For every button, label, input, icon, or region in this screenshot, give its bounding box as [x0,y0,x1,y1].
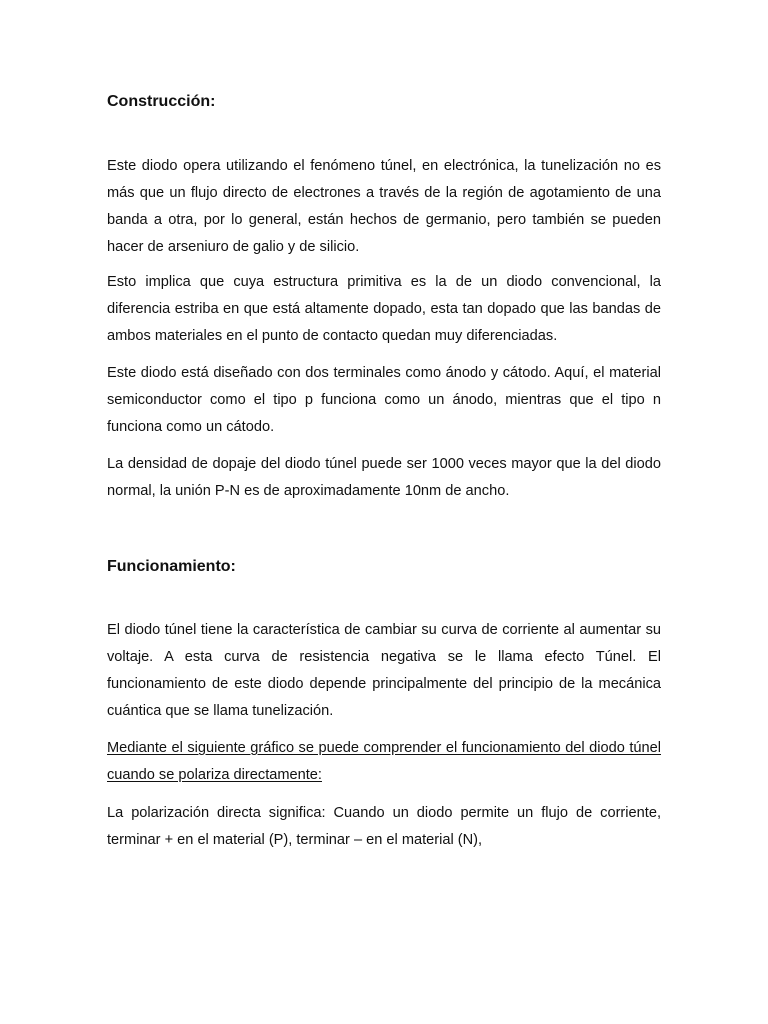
paragraph-funcionamiento-1: El diodo túnel tiene la característica de cambiar su curva de corriente al aumentar su voltaje. A esta curva de resistencia negativa se le llama efecto Túnel. El funcionamiento de este diodo depende principalmente del principio de la mecánica cuántica que se llama tunelización. [107,622,661,719]
paragraph-funcionamiento-3: La polarización directa significa: Cuando un diodo permite un flujo de corriente, terminar + en el material (P), terminar – en el material (N), [107,805,661,848]
paragraph-funcionamiento-underlined-caption: Mediante el siguiente gráfico se puede comprender el funcionamiento del diodo túnel cuando se polariza directamente: [107,740,661,783]
paragraph-construccion-3: Este diodo está diseñado con dos terminales como ánodo y cátodo. Aquí, el material semiconductor como el tipo p funciona como un ánodo, mientras que el tipo n funciona como un cátodo. [107,365,661,435]
section-heading-construccion: Construcción: [107,93,216,110]
paragraph-construccion-1: Este diodo opera utilizando el fenómeno túnel, en electrónica, la tunelización no es más que un flujo directo de electrones a través de la región de agotamiento de una banda a otra, por lo general, están hechos de germanio, pero también se pueden hacer de arseniuro de galio y de silicio. [107,158,661,255]
section-heading-funcionamiento: Funcionamiento: [107,558,236,575]
paragraph-construccion-2: Esto implica que cuya estructura primitiva es la de un diodo convencional, la diferencia estriba en que está altamente dopado, esta tan dopado que las bandas de ambos materiales en el punto de contacto quedan muy diferenciadas. [107,274,661,344]
paragraph-construccion-4: La densidad de dopaje del diodo túnel puede ser 1000 veces mayor que la del diodo normal, la unión P-N es de aproximadamente 10nm de ancho. [107,456,661,499]
